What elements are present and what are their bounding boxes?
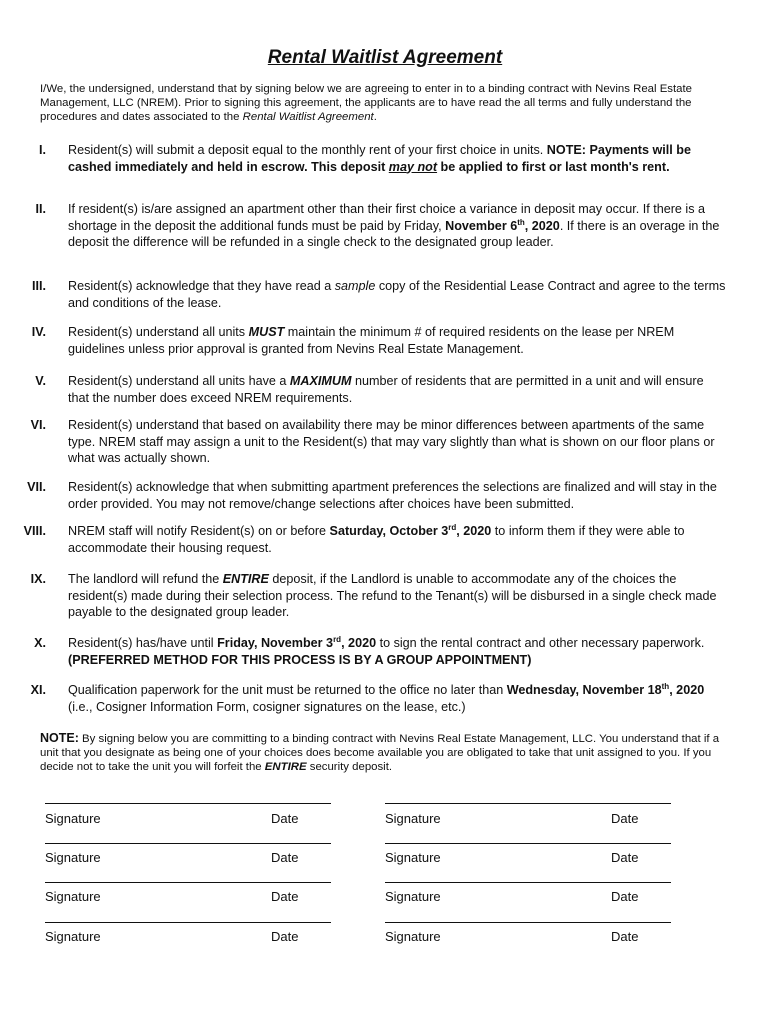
term-text-part: (i.e., Cosigner Information Form, cosigner signatures on the lease, etc.) bbox=[68, 699, 466, 714]
date-label: Date bbox=[611, 929, 639, 944]
term-number: V. bbox=[35, 374, 46, 388]
signature-line[interactable] bbox=[45, 803, 331, 804]
signature-line[interactable] bbox=[45, 922, 331, 923]
intro-text: I/We, the undersigned, understand that by signing below we are agreeing to enter in to a binding contract with Nevins Real Estate Management, LLC (NREM). Prior to signing this agreement, the applicants are to have read the all terms and fully understand the procedures and dates associated to the bbox=[40, 83, 692, 123]
note-end: security deposit. bbox=[306, 761, 393, 773]
term-date-suffix: rd bbox=[448, 522, 457, 532]
term-number: IX. bbox=[30, 572, 46, 586]
term-text-part: Resident(s) will submit a deposit equal to the monthly rent of your first choice in units. bbox=[68, 143, 547, 157]
signature-label: Signature bbox=[385, 929, 441, 944]
term-text bbox=[68, 682, 728, 715]
term-text-bold: (PREFERRED METHOD FOR THIS PROCESS IS BY A GROUP APPOINTMENT) bbox=[68, 652, 532, 667]
term-date-year: , 2020 bbox=[669, 683, 705, 697]
note-label: NOTE: bbox=[40, 731, 79, 745]
date-label: Date bbox=[611, 850, 639, 865]
term-text-part: copy of the Residential Lease Contract and agree to the terms and conditions of the lease. bbox=[68, 279, 726, 310]
term-text-emphasis: MAXIMUM bbox=[289, 374, 352, 388]
term-date: Saturday, October 3 bbox=[329, 524, 449, 538]
term-number: I. bbox=[39, 143, 46, 157]
intro-paragraph bbox=[40, 82, 730, 124]
term-text-part: deposit, if the Landlord is unable to accommodate any of the choices the resident(s) made during their selection process. The refund to the Tenant(s) will be disbursed in a single check made payable to the designated group leader. bbox=[68, 572, 717, 619]
term-text bbox=[68, 635, 728, 668]
term-text-emphasis: may not bbox=[388, 159, 438, 174]
term-text bbox=[68, 571, 728, 621]
signature-line[interactable] bbox=[385, 922, 671, 923]
note-emphasis: ENTIRE bbox=[264, 761, 307, 773]
signature-line[interactable] bbox=[385, 803, 671, 804]
date-label: Date bbox=[611, 811, 639, 826]
term-text bbox=[68, 201, 728, 251]
term-text bbox=[68, 324, 728, 357]
term-date: Wednesday, November 18 bbox=[506, 683, 662, 697]
signature-line[interactable] bbox=[385, 843, 671, 844]
term-date-suffix: th bbox=[661, 681, 670, 691]
term-number: VII. bbox=[27, 480, 46, 494]
term-date-year: , 2020 bbox=[341, 636, 377, 650]
term-date-year: , 2020 bbox=[456, 524, 492, 538]
term-text-bold: NOTE: Payments will be cashed immediately and held in escrow. This deposit bbox=[68, 143, 691, 174]
term-number: VI. bbox=[30, 418, 46, 432]
term-text-emphasis: ENTIRE bbox=[222, 572, 269, 586]
term-number: III. bbox=[32, 279, 46, 293]
note-text: By signing below you are committing to a binding contract with Nevins Real Estate Management, LLC. You understand that if a unit that you designate as being one of your choices does become available you are obligated to take that unit assigned to you. If you decide not to take the unit you will forfeit the bbox=[40, 733, 720, 773]
date-label: Date bbox=[271, 811, 299, 826]
intro-doc-name: Rental Waitlist Agreement bbox=[242, 111, 374, 123]
date-label: Date bbox=[611, 889, 639, 904]
term-text-part: Resident(s) has/have until bbox=[68, 636, 218, 650]
term-number: IV. bbox=[31, 325, 46, 339]
term-text-part: number of residents that are permitted in a unit and will ensure that the number does exceed NREM requirements. bbox=[68, 374, 704, 405]
term-text-bold: be applied to first or last month's rent. bbox=[437, 159, 670, 174]
term-text-part: to sign the rental contract and other necessary paperwork. bbox=[376, 636, 705, 650]
note-paragraph bbox=[40, 731, 730, 774]
term-text-part: Resident(s) understand all units bbox=[68, 325, 249, 339]
term-text-emphasis: MUST bbox=[248, 325, 285, 339]
term-text-part: . If there is an overage in the deposit the difference will be refunded in a single check to the designated group leader. bbox=[68, 218, 720, 249]
term-text-part: If resident(s) is/are assigned an apartment other than their first choice a variance in deposit may occur. If there is a shortage in the deposit the additional funds must be paid by Friday, bbox=[68, 202, 705, 233]
term-text-part: Qualification paperwork for the unit must be returned to the office no later than bbox=[68, 683, 507, 697]
term-date-year: , 2020 bbox=[524, 218, 560, 233]
term-text-part: NREM staff will notify Resident(s) on or before bbox=[68, 524, 330, 538]
signature-label: Signature bbox=[45, 850, 101, 865]
term-text-part: The landlord will refund the bbox=[68, 572, 223, 586]
term-text-italic: sample bbox=[334, 279, 376, 293]
term-text: Resident(s) understand that based on availability there may be minor differences between apartments of the same type. NREM staff may assign a unit to the Resident(s) that may vary slightly than what is shown on our floor plans or what was actually shown. bbox=[68, 418, 715, 465]
signature-label: Signature bbox=[385, 811, 441, 826]
term-date-suffix: rd bbox=[333, 634, 342, 644]
term-text bbox=[68, 278, 728, 311]
term-date: November 6 bbox=[445, 218, 518, 233]
term-number: X. bbox=[34, 636, 46, 650]
term-text-part: Resident(s) understand all units have a bbox=[68, 374, 290, 388]
signature-line[interactable] bbox=[45, 843, 331, 844]
signature-label: Signature bbox=[45, 811, 101, 826]
intro-end: . bbox=[373, 111, 377, 123]
signature-line[interactable] bbox=[385, 882, 671, 883]
term-text-part: to inform them if they were able to accommodate their housing request. bbox=[68, 524, 685, 555]
term-text-part: Resident(s) acknowledge that they have read a bbox=[68, 279, 335, 293]
term-text: Resident(s) acknowledge that when submitting apartment preferences the selections are finalized and will stay in the order provided. You may not remove/change selections after choices have been submitted. bbox=[68, 480, 717, 511]
date-label: Date bbox=[271, 850, 299, 865]
term-text bbox=[68, 142, 728, 175]
term-number: XI. bbox=[30, 683, 46, 697]
term-number: II. bbox=[35, 202, 46, 216]
term-date: Friday, November 3 bbox=[217, 636, 334, 650]
signature-label: Signature bbox=[45, 889, 101, 904]
page-title: Rental Waitlist Agreement bbox=[267, 47, 503, 68]
signature-line[interactable] bbox=[45, 882, 331, 883]
signature-label: Signature bbox=[45, 929, 101, 944]
date-label: Date bbox=[271, 929, 299, 944]
term-text-part: maintain the minimum # of required residents on the lease per NREM guidelines unless prior approval is granted from Nevins Real Estate Management. bbox=[68, 325, 675, 356]
signature-label: Signature bbox=[385, 889, 441, 904]
term-text bbox=[68, 523, 728, 556]
term-date-suffix: th bbox=[517, 217, 525, 227]
term-number: VIII. bbox=[23, 524, 46, 538]
term-text bbox=[68, 373, 728, 406]
signature-label: Signature bbox=[385, 850, 441, 865]
date-label: Date bbox=[271, 889, 299, 904]
